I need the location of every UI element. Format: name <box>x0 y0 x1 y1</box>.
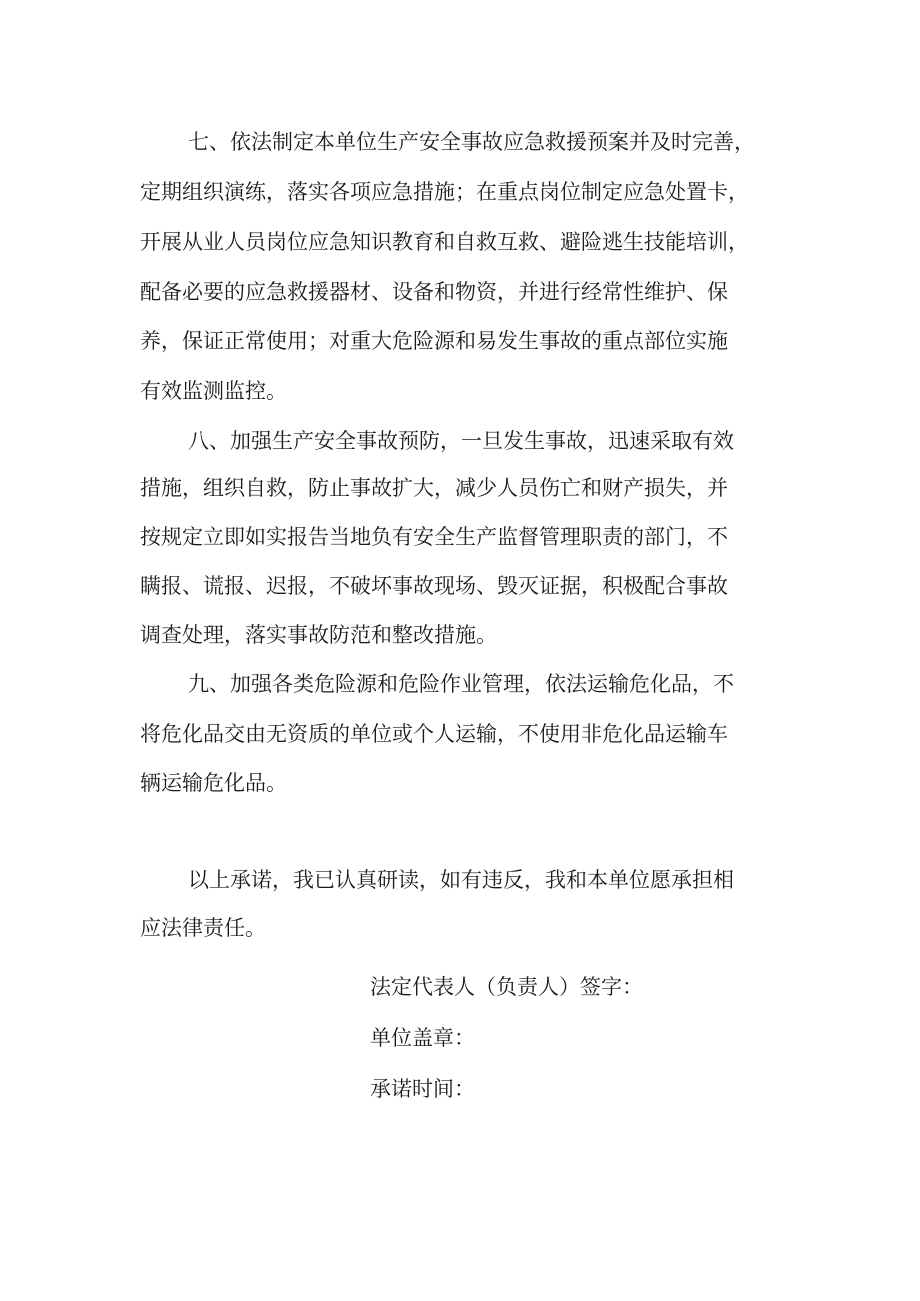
paragraph-line: 瞒报、谎报、迟报，不破坏事故现场、毁灭证据，积极配合事故 <box>140 574 728 598</box>
paragraph-line: 调查处理，落实事故防范和整改措施。 <box>140 623 497 647</box>
unit-seal-label: 单位盖章： <box>370 1026 475 1050</box>
paragraph-line: 配备必要的应急救援器材、设备和物资，并进行经常性维护、保 <box>140 280 728 304</box>
paragraph-line: 养，保证正常使用；对重大危险源和易发生事故的重点部位实施 <box>140 329 728 353</box>
paragraph-line: 将危化品交由无资质的单位或个人运输，不使用非危化品运输车 <box>140 722 728 746</box>
commitment-time-label: 承诺时间： <box>370 1077 475 1101</box>
paragraph-line: 八、加强生产安全事故预防，一旦发生事故，迅速采取有效 <box>188 429 734 453</box>
paragraph-line: 七、依法制定本单位生产安全事故应急救援预案并及时完善， <box>188 130 755 154</box>
paragraph-line: 措施，组织自救，防止事故扩大，减少人员伤亡和财产损失，并 <box>140 476 728 500</box>
paragraph-line: 有效监测监控。 <box>140 379 287 403</box>
paragraph-line: 九、加强各类危险源和危险作业管理，依法运输危化品，不 <box>188 672 734 696</box>
paragraph-line: 以上承诺，我已认真研读，如有违反，我和本单位愿承担相 <box>188 868 734 892</box>
paragraph-line: 按规定立即如实报告当地负有安全生产监督管理职责的部门，不 <box>140 525 728 549</box>
legal-representative-signature-label: 法定代表人（负责人）签字： <box>370 975 643 999</box>
paragraph-line: 开展从业人员岗位应急知识教育和自救互救、避险逃生技能培训， <box>140 230 749 254</box>
paragraph-line: 应法律责任。 <box>140 916 266 940</box>
paragraph-line: 辆运输危化品。 <box>140 771 287 795</box>
paragraph-line: 定期组织演练，落实各项应急措施；在重点岗位制定应急处置卡， <box>140 180 749 204</box>
